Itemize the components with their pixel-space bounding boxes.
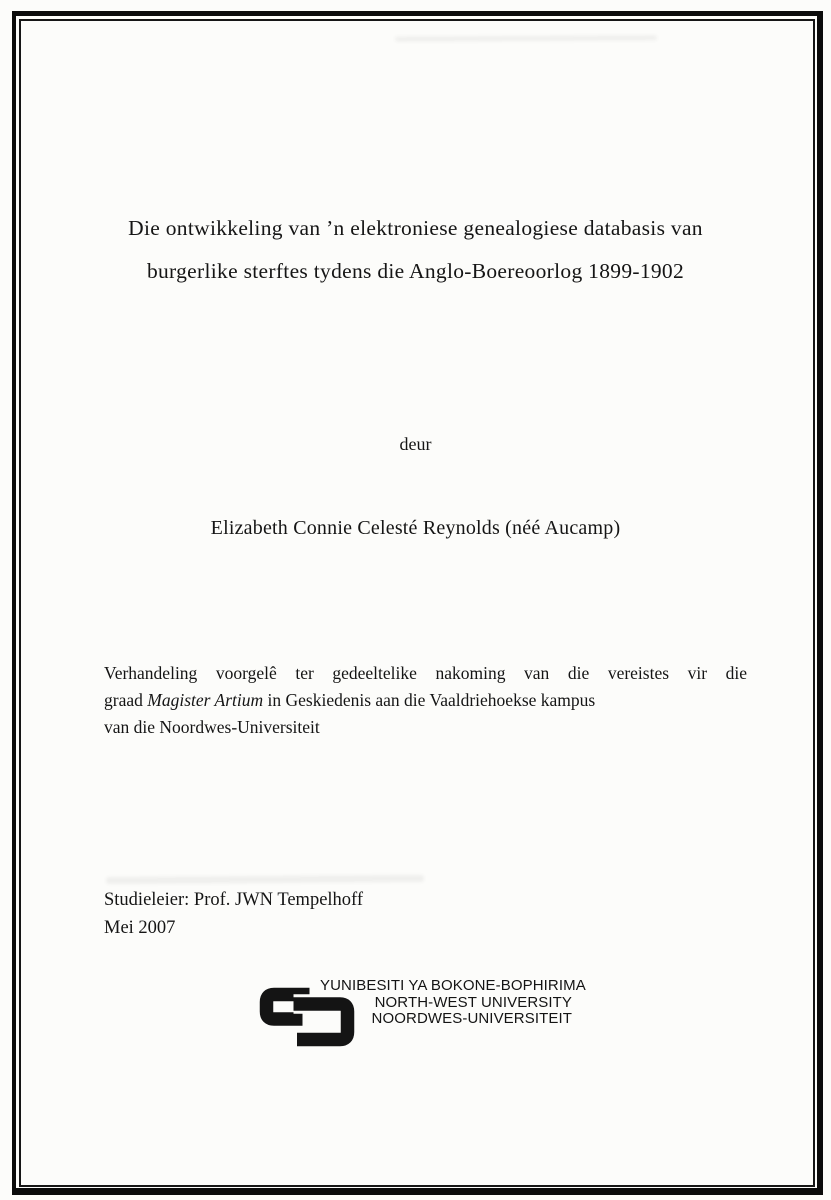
degree-statement-line1: Verhandeling voorgelê ter gedeeltelike nakoming van die vereistes vir die	[104, 663, 747, 683]
thesis-title-line2: burgerlike sterftes tydens die Anglo-Boereoorlog 1899-1902	[146, 259, 685, 283]
imprint-block	[104, 886, 363, 942]
university-name-setswana: YUNIBESITI YA BOKONE-BOPHIRIMA	[320, 977, 586, 994]
university-name-afrikaans: NOORDWES-UNIVERSITEIT	[371, 1010, 572, 1027]
degree-statement-line3: van die Noordwes-Universiteit	[104, 717, 320, 737]
supervisor-line: Studieleier: Prof. JWN Tempelhoff	[104, 890, 364, 910]
thesis-title	[60, 207, 771, 293]
degree-name: Magister Artium	[147, 690, 264, 710]
scan-artifact	[395, 35, 657, 41]
university-name-english: NORTH-WEST UNIVERSITY	[374, 993, 572, 1011]
author-name: Elizabeth Connie Celesté Reynolds (néé Aucamp)	[210, 517, 621, 539]
scan-artifact	[106, 875, 424, 884]
byline-preposition: deur	[399, 434, 432, 454]
thesis-title-line1: Die ontwikkeling van ’n elektroniese genealogiese databasis van	[128, 216, 703, 240]
university-logo-block	[257, 977, 586, 1058]
degree-statement-line2-prefix: graad	[104, 690, 148, 710]
degree-statement-line2-suffix: in Geskiedenis aan die Vaaldriehoekse kampus	[263, 690, 596, 710]
degree-statement-line2	[104, 687, 747, 714]
university-name-block	[320, 977, 586, 1028]
degree-statement	[104, 660, 747, 741]
date-line: Mei 2007	[104, 918, 176, 938]
